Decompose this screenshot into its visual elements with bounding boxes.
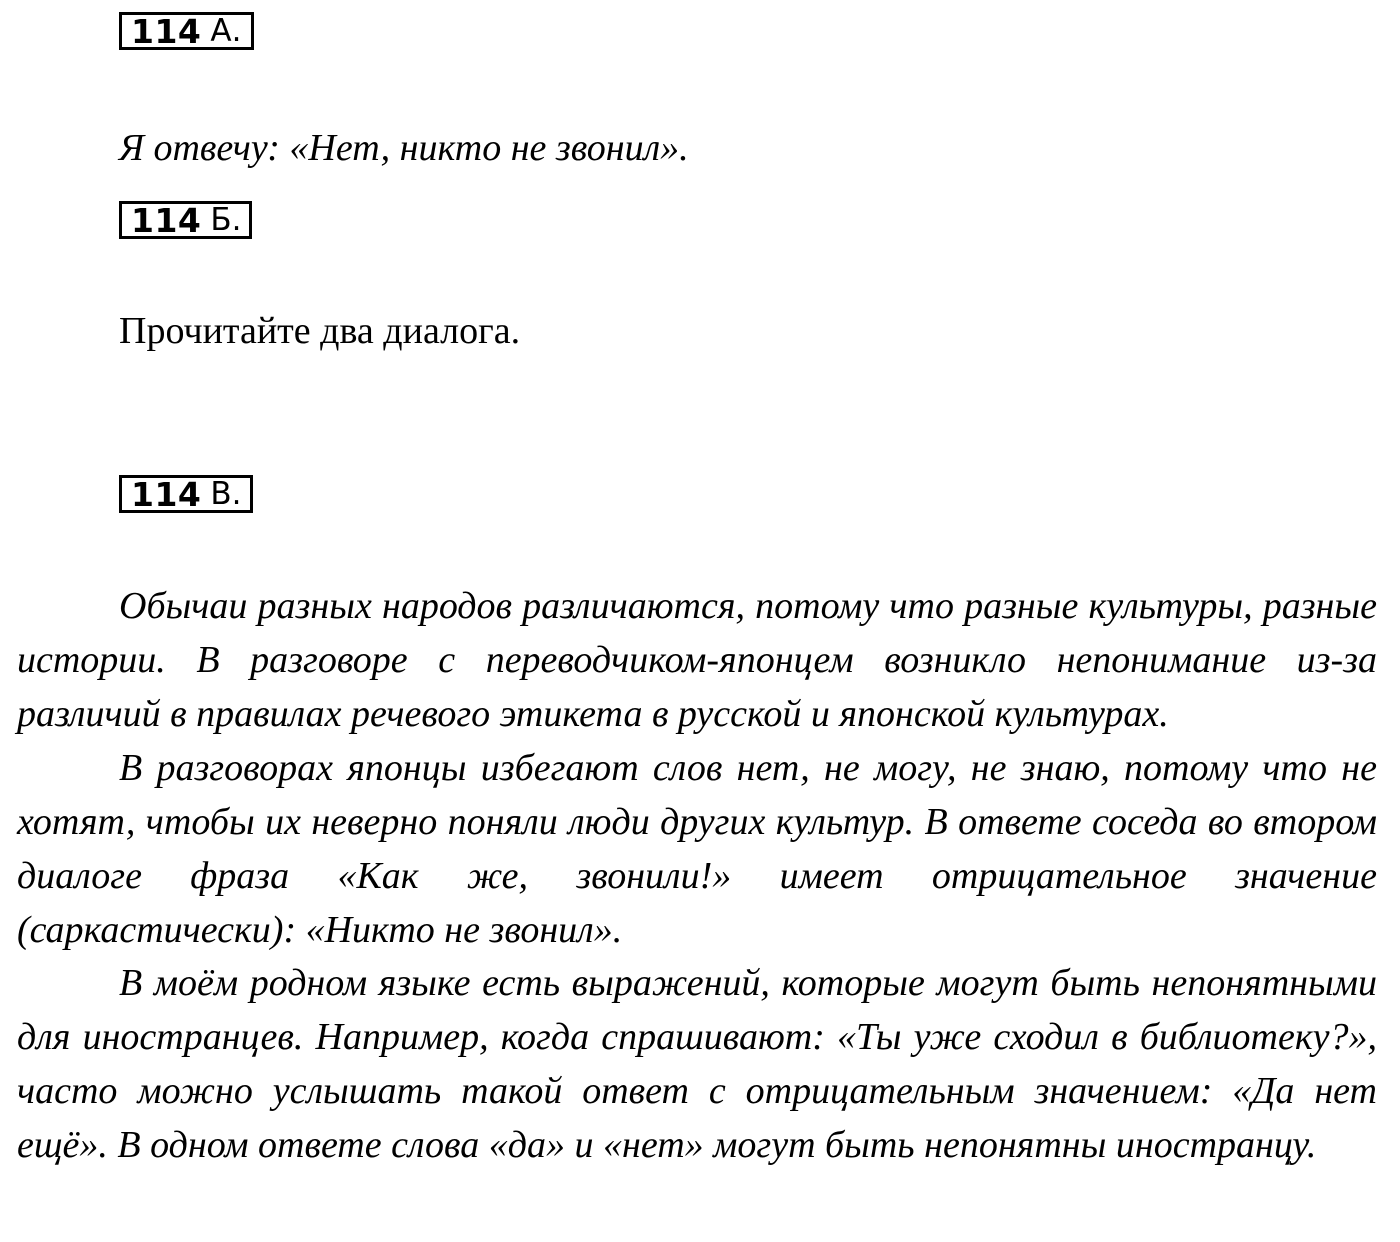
answer-paragraph-1: Обычаи разных народов различаются, потому что разные культуры, разные истории. В разговоре с переводчиком-японцем возникло непонимание из-за различий в правилах речевого этикета в русской и японской культурах. bbox=[17, 585, 1377, 735]
exercise-number: 114 bbox=[131, 474, 202, 514]
exercise-number: 114 bbox=[131, 200, 202, 240]
answer-paragraph-2: В разговорах японцы избегают слов нет, не могу, не знаю, потому что не хотят, чтобы их неверно поняли люди других культур. В ответе соседа во втором диалоге фраза «Как же, звонили!» имеет отрицательное значение (саркастически): «Никто не звонил». bbox=[17, 747, 1377, 951]
task-114-b: Прочитайте два диалога. bbox=[119, 310, 521, 352]
answer-114-a: Я отвечу: «Нет, никто не звонил». bbox=[119, 127, 689, 169]
exercise-label-114-b bbox=[119, 201, 252, 239]
answer-paragraph-3: В моём родном языке есть выражений, которые могут быть непонятными для иностранцев. Например, когда спрашивают: «Ты уже сходил в библиотеку?», часто можно услышать такой ответ с отрицательным значением: «Да нет ещё». В одном ответе слова «да» и «нет» могут быть непонятны иностранцу. bbox=[17, 962, 1377, 1166]
exercise-number: 114 bbox=[131, 11, 202, 51]
exercise-label-114-a bbox=[119, 12, 254, 50]
exercise-label-114-v bbox=[119, 475, 253, 513]
exercise-letter: В. bbox=[210, 475, 242, 512]
exercise-letter: Б. bbox=[210, 201, 242, 238]
exercise-letter: А. bbox=[210, 12, 242, 49]
